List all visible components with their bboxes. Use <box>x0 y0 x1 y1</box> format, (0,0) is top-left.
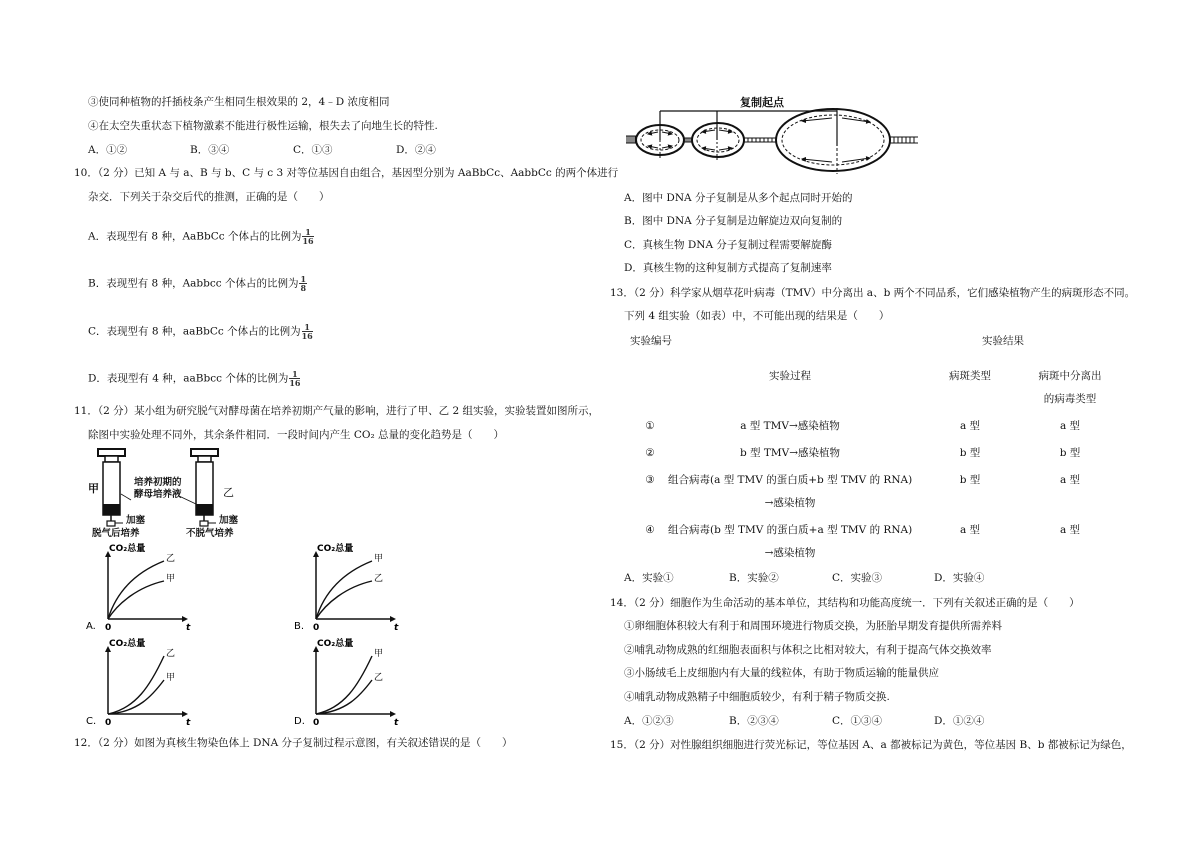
table-header-virus-type-line2: 的病毒类型 <box>1043 393 1097 405</box>
table-row-1-virus: a 型 <box>1059 420 1081 432</box>
q9-option-b: B．③④ <box>190 144 230 156</box>
graph-option-letter: D. <box>294 716 305 727</box>
x-axis-label: t <box>186 718 191 728</box>
table-row-4-process-cont: →感染植物 <box>764 547 816 559</box>
q14-statement-4: ④哺乳动物成熟精子中细胞质较少，有利于精子物质交换. <box>624 691 890 703</box>
table-row-4-virus: a 型 <box>1059 524 1081 536</box>
curve-bottom-label: 乙 <box>374 574 384 584</box>
q13-option-c: C．实验③ <box>832 572 883 584</box>
q10-stem-line2: 杂交．下列关于杂交后代的推测，正确的是（ ） <box>88 191 330 203</box>
origin-label: 0 <box>313 623 320 633</box>
curve-top-label: 乙 <box>166 649 176 659</box>
replication-origin-label: 复制起点 <box>740 96 784 109</box>
curve-bottom <box>108 680 164 714</box>
q9-statement-3: ③使同种植物的扦插枝条产生相同生根效果的 2，4﹣D 浓度相同 <box>88 96 390 108</box>
table-row-2-type: b 型 <box>959 447 981 459</box>
curve-top <box>108 656 164 714</box>
y-axis-label: CO₂总量 <box>317 544 354 554</box>
table-row-3-process: 组合病毒(a 型 TMV 的蛋白质+b 型 TMV 的 RNA) <box>668 474 913 486</box>
q9-statement-4: ④在太空失重状态下植物激素不能进行极性运输，根失去了向地生长的特性. <box>88 120 438 132</box>
table-header-exp-no: 实验编号 <box>630 335 672 347</box>
table-row-3-process-cont: →感染植物 <box>764 497 816 509</box>
q15-stem: 15．（2 分）对性腺组织细胞进行荧光标记，等位基因 A、a 都被标记为黄色，等位基因 B、b 都被标记为绿色， <box>610 739 1132 751</box>
y-axis-label: CO₂总量 <box>317 639 354 649</box>
table-row-4-process: 组合病毒(b 型 TMV 的蛋白质+a 型 TMV 的 RNA) <box>668 524 913 536</box>
q10-option-b: B．表现型有 8 种，Aabbcc 个体占的比例为 $\frac{1}{8}$ <box>88 274 307 293</box>
origin-label: 0 <box>105 718 112 728</box>
q12-option-a: A．图中 DNA 分子复制是从多个起点同时开始的 <box>624 192 853 204</box>
curve-top <box>108 561 164 619</box>
x-axis-label: t <box>394 718 399 728</box>
table-header-process: 实验过程 <box>769 370 811 382</box>
curve-top <box>316 561 372 619</box>
q14-statement-1: ①卵细胞体积较大有利于和周围环境进行物质交换，为胚胎早期发育提供所需养料 <box>624 620 1002 632</box>
table-row-3-type: b 型 <box>959 474 981 486</box>
curve-top-label: 甲 <box>374 649 384 659</box>
table-row-1-type: a 型 <box>959 420 981 432</box>
q13-option-a: A．实验① <box>624 572 674 584</box>
x-axis-arrow <box>390 616 396 622</box>
medium-label-line1: 培养初期的 <box>134 477 182 488</box>
graph-d <box>294 636 404 728</box>
fraction: $\frac{1}{16}$ <box>302 227 314 246</box>
x-axis-label: t <box>394 623 399 633</box>
x-axis-arrow <box>182 711 188 717</box>
q10-option-d: D．表现型有 4 种，aaBbcc 个体的比例为 $\frac{1}{16}$ <box>88 369 301 388</box>
curve-top <box>316 656 372 714</box>
q10-option-c: C．表现型有 8 种，aaBbCc 个体占的比例为 $\frac{1}{16}$ <box>88 322 313 341</box>
fraction: $\frac{1}{8}$ <box>300 274 307 293</box>
curve-bottom <box>316 680 372 714</box>
caption-not-degassed: 不脱气培养 <box>186 528 234 539</box>
q12-stem: 12．（2 分）如图为真核生物染色体上 DNA 分子复制过程示意图，有关叙述错误的是（ ） <box>74 737 513 749</box>
table-row-3-virus: a 型 <box>1059 474 1081 486</box>
q14-stem: 14．（2 分）细胞作为生命活动的基本单位，其结构和功能高度统一．下列有关叙述正确的是（ ） <box>610 597 1080 609</box>
plug-label-left: 加塞 <box>126 515 146 526</box>
curve-bottom-label: 乙 <box>374 673 384 683</box>
graph-a <box>86 541 196 633</box>
q12-option-b: B．图中 DNA 分子复制是边解旋边双向复制的 <box>624 215 843 227</box>
label-yi: 乙 <box>223 486 234 499</box>
q10-stem-line1: 10．（2 分）已知 A 与 a、B 与 b、C 与 c 3 对等位基因自由组合，基因型分别为 AaBbCc、AabbCc 的两个体进行 <box>74 167 619 179</box>
table-row-2-virus: b 型 <box>1059 447 1081 459</box>
q13-stem-line1: 13．（2 分）科学家从烟草花叶病毒（TMV）中分离出 a、b 两个不同品系，它们感染植物产生的病斑形态不同。 <box>610 287 1136 299</box>
q10-option-a: A．表现型有 8 种，AaBbCc 个体占的比例为 $\frac{1}{16}$ <box>88 227 314 246</box>
caption-degassed: 脱气后培养 <box>92 528 140 539</box>
table-row-1-process: a 型 TMV→感染植物 <box>740 420 840 432</box>
q12-option-d: D．真核生物的这种复制方式提高了复制速率 <box>624 262 832 274</box>
table-row-2-process: b 型 TMV→感染植物 <box>739 447 841 459</box>
table-row-2-no: ② <box>645 447 655 459</box>
y-axis-label: CO₂总量 <box>109 639 146 649</box>
q14-statement-2: ②哺乳动物成熟的红细胞表面积与体积之比相对较大，有利于提高气体交换效率 <box>624 644 992 656</box>
origin-label: 0 <box>105 623 112 633</box>
table-row-3-no: ③ <box>645 474 655 486</box>
plug-label-right: 加塞 <box>219 515 239 526</box>
fraction: $\frac{1}{16}$ <box>301 322 313 341</box>
q13-option-b: B．实验② <box>729 572 779 584</box>
graph-option-letter: B. <box>294 621 305 632</box>
fraction: $\frac{1}{16}$ <box>289 369 301 388</box>
x-axis-arrow <box>182 616 188 622</box>
origin-label: 0 <box>313 718 320 728</box>
q14-statement-3: ③小肠绒毛上皮细胞内有大量的线粒体，有助于物质运输的能量供应 <box>624 667 939 679</box>
q14-option-c: C．①③④ <box>832 715 883 727</box>
q14-option-a: A．①②③ <box>624 715 674 727</box>
table-header-virus-type-line1: 病斑中分离出 <box>1038 370 1102 382</box>
q12-option-c: C．真核生物 DNA 分子复制过程需要解旋酶 <box>624 239 832 251</box>
table-header-result: 实验结果 <box>982 335 1024 347</box>
curve-top-label: 乙 <box>166 554 176 564</box>
graph-b <box>294 541 404 633</box>
y-axis-label: CO₂总量 <box>109 544 146 554</box>
curve-bottom-label: 甲 <box>166 574 176 584</box>
q9-option-a: A．①② <box>88 144 128 156</box>
table-row-1-no: ① <box>645 420 655 432</box>
q13-stem-line2: 下列 4 组实验（如表）中，不可能出现的结果是（ ） <box>624 310 890 322</box>
graph-option-letter: A. <box>86 621 96 632</box>
table-row-4-no: ④ <box>645 524 655 536</box>
q9-option-d: D．②④ <box>396 144 436 156</box>
q11-stem-line2: 除图中实验处理不同外，其余条件相同．一段时间内产生 CO₂ 总量的变化趋势是（ ） <box>88 429 505 441</box>
curve-top-label: 甲 <box>374 554 384 564</box>
x-axis-arrow <box>390 711 396 717</box>
table-header-lesion-type: 病斑类型 <box>949 370 991 382</box>
q13-option-d: D．实验④ <box>934 572 985 584</box>
q14-option-b: B．②③④ <box>729 715 779 727</box>
curve-bottom-label: 甲 <box>166 673 176 683</box>
graph-c <box>86 636 196 728</box>
medium-label-line2: 酵母培养液 <box>134 489 182 500</box>
graph-option-letter: C. <box>86 716 97 727</box>
table-row-4-type: a 型 <box>959 524 981 536</box>
q11-stem-line1: 11．（2 分）某小组为研究脱气对酵母菌在培养初期产气量的影响，进行了甲、乙 2 组实验，实验装置如图所示， <box>74 405 599 417</box>
q14-option-d: D．①②④ <box>934 715 985 727</box>
q9-option-c: C．①③ <box>293 144 333 156</box>
x-axis-label: t <box>186 623 191 633</box>
label-jia: 甲 <box>88 482 99 495</box>
